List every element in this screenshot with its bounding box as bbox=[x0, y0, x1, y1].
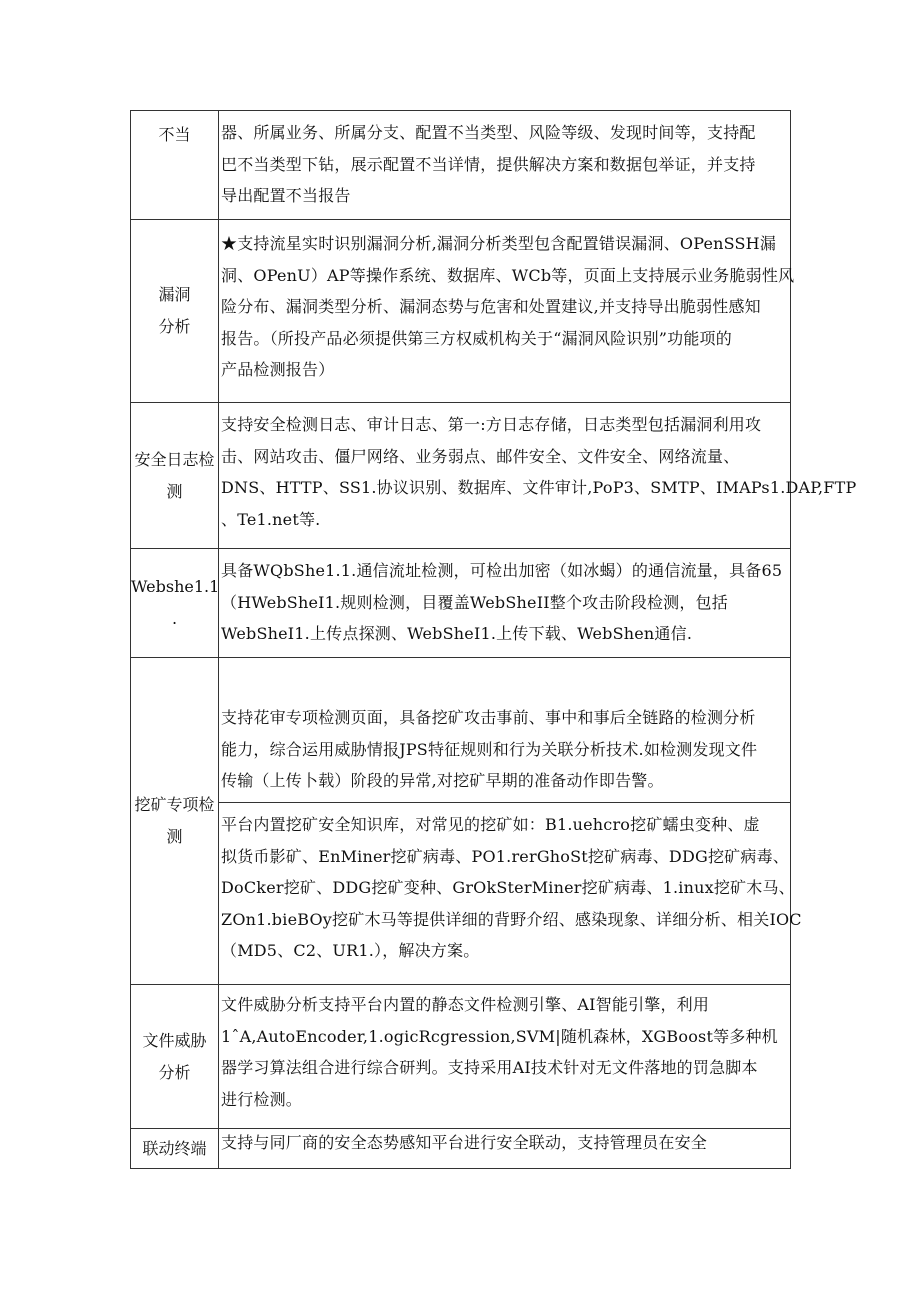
table-row bbox=[131, 985, 791, 1129]
row-content-mining-b bbox=[219, 803, 802, 985]
row-label-vulnerability bbox=[131, 220, 219, 403]
content-line: 报告。（所投产品必须提供第三方权威机构关于“漏洞风险识别”功能项的 bbox=[221, 328, 732, 348]
content-line: （HWebSheI1.规则检测，目覆盖WebSheII整个攻击阶段检测，包括 bbox=[221, 592, 728, 612]
content-line: 支持与同厂商的安全态势感知平台进行安全联动，支持管理员在安全 bbox=[221, 1133, 708, 1152]
content-line: 文件威胁分析支持平台内置的静态文件检测引擎、AI智能引擎，利用 bbox=[221, 995, 710, 1014]
content-line: 产品检测报告） bbox=[221, 360, 335, 379]
content-line: 器学习算法组合进行综合研判。支持采用AI技术针对无文件落地的罚急脚本 bbox=[221, 1058, 758, 1077]
content-line: （MD5、C2、UR1.），解决方案。 bbox=[221, 941, 480, 960]
row-content-security-log bbox=[219, 403, 857, 549]
content-line: 险分布、漏洞类型分析、漏洞态势与危害和处置建议,并支持导出脆弱性感知 bbox=[221, 297, 761, 316]
row-content-improper bbox=[219, 111, 791, 220]
row-label-line: 挖矿专项检 bbox=[134, 795, 215, 814]
content-line: ★支持流星实时识别漏洞分析,漏洞分析类型包含配置错误漏洞、OPenSSH漏 bbox=[221, 234, 777, 253]
content-line: 导出配置不当报告 bbox=[221, 186, 351, 205]
table-row bbox=[131, 549, 791, 658]
content-line: DoCker挖矿、DDG挖矿变种、GrOkSterMiner挖矿病毒、1.inux挖矿木马、 bbox=[221, 878, 795, 897]
row-content-vulnerability bbox=[219, 220, 795, 403]
content-line: 能力，综合运用威胁情报JPS特征规则和行为关联分析技术.如检测发现文件 bbox=[221, 739, 758, 759]
table-row bbox=[131, 403, 791, 549]
row-label-line: 不当 bbox=[158, 125, 191, 144]
row-label-line: 分析 bbox=[158, 317, 191, 336]
content-line: 巴不当类型下钻，展示配置不当详情，提供解决方案和数据包举证，并支持 bbox=[221, 154, 756, 174]
content-line: 击、网站攻击、僵尸网络、业务弱点、邮件安全、文件安全、网络流量、 bbox=[221, 446, 740, 466]
content-line: 洞、OPenU）AP等操作系统、数据库、WCb等，页面上支持展示业务脆弱性风 bbox=[221, 265, 795, 285]
row-label-security-log bbox=[131, 403, 219, 549]
table-row bbox=[131, 1129, 791, 1169]
row-label-line: . bbox=[171, 609, 178, 628]
row-label-line: 测 bbox=[166, 827, 183, 846]
row-label-line: 测 bbox=[166, 481, 183, 501]
content-line: ZOn1.bieBOy挖矿木马等提供详细的背野介绍、感染现象、详细分析、相关IOC bbox=[221, 909, 802, 929]
row-label-terminal-linkage bbox=[131, 1129, 219, 1169]
row-label-line: 安全日志检 bbox=[134, 449, 215, 469]
row-label-mining bbox=[131, 658, 219, 985]
content-line: 拟货币影矿、EnMiner挖矿病毒、PO1.rerGhoSt挖矿病毒、DDG挖矿病毒、 bbox=[221, 846, 789, 866]
content-line: 支持花审专项检测页面，具备挖矿攻击事前、事中和事后全链路的检测分析 bbox=[221, 708, 756, 727]
row-label-line: 漏洞 bbox=[158, 285, 191, 304]
row-content-file-threat bbox=[219, 985, 791, 1129]
content-line: WebSheI1.上传点探测、WebSheI1.上传下载、WebShen通信. bbox=[221, 624, 693, 643]
table-row bbox=[131, 658, 791, 803]
content-line: 传输（上传卜载）阶段的异常,对挖矿早期的准备动作即告警。 bbox=[221, 771, 664, 790]
content-line: 进行检测。 bbox=[221, 1089, 303, 1109]
content-line: 、Te1.net等. bbox=[221, 509, 321, 529]
content-line: 平台内置挖矿安全知识库，对常见的挖矿如：B1.uehcro挖矿蠕虫变种、虚 bbox=[221, 815, 760, 834]
row-label-improper bbox=[131, 111, 219, 220]
content-line: 器、所属业务、所属分支、配置不当类型、风险等级、发现时间等，支持配 bbox=[221, 123, 756, 142]
table-row bbox=[131, 111, 791, 220]
row-content-terminal-linkage bbox=[219, 1129, 791, 1169]
row-label-line: 分析 bbox=[158, 1062, 191, 1082]
row-label-line: 联动终端 bbox=[142, 1138, 207, 1158]
row-label-line: 文件威胁 bbox=[142, 1030, 207, 1050]
row-content-webshell bbox=[219, 549, 791, 658]
content-line: 支持安全检测日志、审计日志、第一:方日志存储，日志类型包括漏洞利用攻 bbox=[221, 415, 762, 434]
row-label-file-threat bbox=[131, 985, 219, 1129]
table-row bbox=[131, 803, 791, 985]
table-row bbox=[131, 220, 791, 403]
row-label-webshell bbox=[131, 549, 219, 658]
content-line: DNS、HTTP、SS1.协议识别、数据库、文件审计,PoP3、SMTP、IMAPs1.DAP,FTP bbox=[221, 478, 857, 497]
content-line: 具备WQbShe1.1.通信流址检测，可检出加密（如冰蝎）的通信流量，具备65 bbox=[221, 561, 783, 580]
content-line: 1ˆA,AutoEncoder,1.ogicRcgression,SVM|随机森林，XGBoost等多种机 bbox=[221, 1026, 778, 1046]
spec-table bbox=[130, 110, 857, 1169]
row-content-mining-a bbox=[219, 658, 791, 803]
row-label-line: Webshe1.1 bbox=[131, 577, 220, 596]
